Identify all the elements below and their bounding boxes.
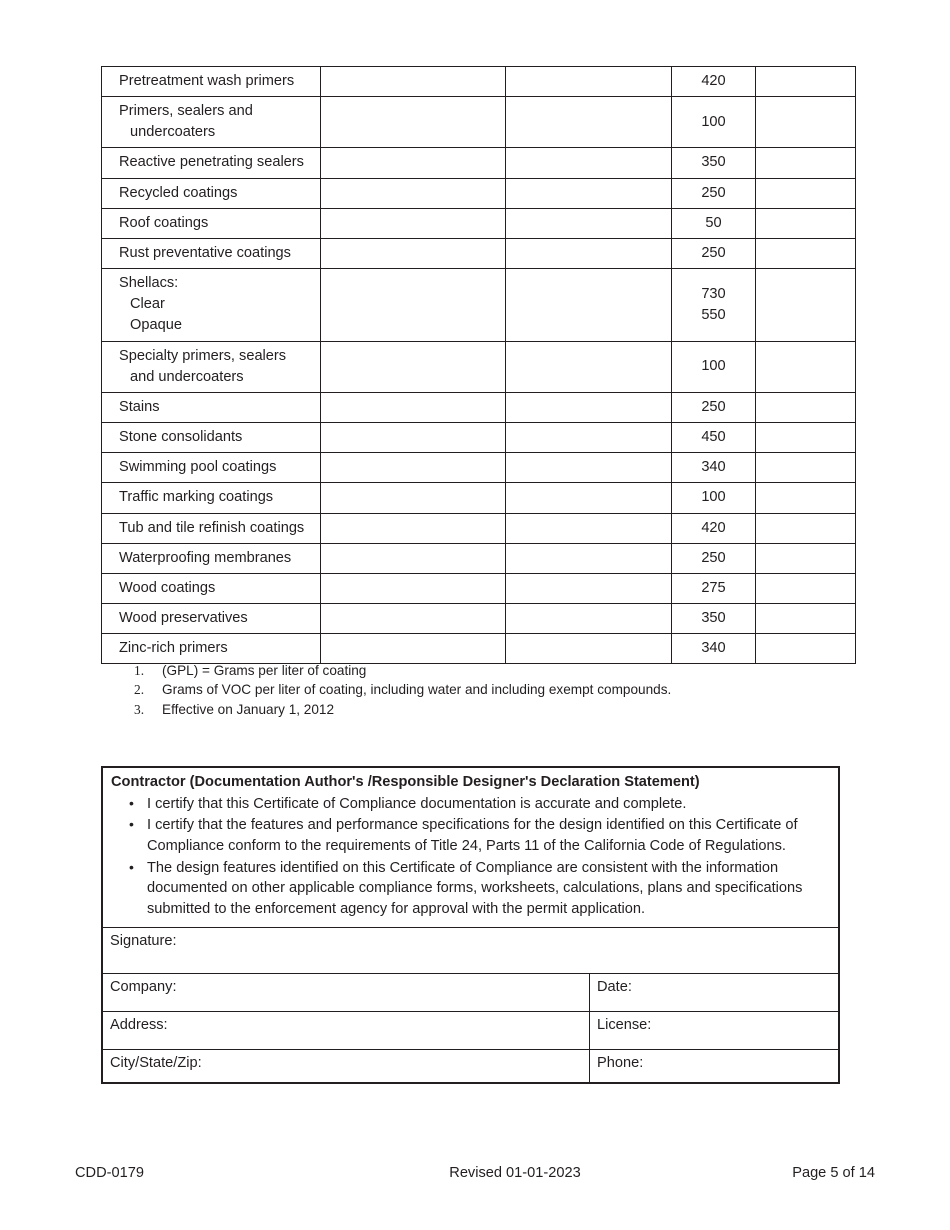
city-state-zip-field[interactable]: City/State/Zip: <box>103 1050 590 1082</box>
footnote-text: Grams of VOC per liter of coating, including water and including exempt compounds. <box>162 682 672 698</box>
footer-form-id: CDD-0179 <box>75 1165 144 1181</box>
coating-category-line: Pretreatment wash primers <box>119 73 295 89</box>
voc-limit-value: 350 <box>701 609 726 626</box>
declaration-bullet-list <box>111 794 830 920</box>
blank-entry-cell[interactable] <box>756 238 856 268</box>
declaration-block <box>101 766 840 1084</box>
voc-limit-value-cell <box>672 543 756 573</box>
declaration-item-text: I certify that this Certificate of Compliance documentation is accurate and complete. <box>147 795 687 812</box>
footnote-number: 2. <box>134 682 145 698</box>
coating-category-cell <box>102 148 321 178</box>
voc-limit-value: 100 <box>701 113 726 130</box>
blank-entry-cell[interactable] <box>506 513 672 543</box>
blank-entry-cell[interactable] <box>321 341 506 392</box>
blank-entry-cell[interactable] <box>506 67 672 97</box>
blank-entry-cell[interactable] <box>321 238 506 268</box>
blank-entry-cell[interactable] <box>321 543 506 573</box>
coating-category-cell <box>102 513 321 543</box>
table-row <box>102 178 856 208</box>
blank-entry-cell[interactable] <box>756 543 856 573</box>
coating-category-line: undercoaters <box>130 124 216 141</box>
table-row <box>102 269 856 341</box>
blank-entry-cell[interactable] <box>321 269 506 341</box>
declaration-item <box>111 815 830 856</box>
coating-category-line: Rust preventative coatings <box>119 244 291 261</box>
bullet-icon: • <box>129 858 134 875</box>
coating-category-line: Traffic marking coatings <box>119 489 274 506</box>
blank-entry-cell[interactable] <box>506 97 672 148</box>
voc-limit-value-cell <box>672 67 756 97</box>
table-row <box>102 67 856 97</box>
voc-limit-value-cell <box>672 238 756 268</box>
blank-entry-cell[interactable] <box>506 483 672 513</box>
blank-entry-cell[interactable] <box>506 148 672 178</box>
voc-limit-value-cell <box>672 392 756 422</box>
voc-limit-value: 350 <box>701 154 726 171</box>
coating-category-cell <box>102 603 321 633</box>
date-field[interactable]: Date: <box>597 978 632 995</box>
voc-limit-value: 450 <box>701 429 726 446</box>
footer-revision: Revised 01-01-2023 <box>449 1165 581 1181</box>
blank-entry-cell[interactable] <box>756 603 856 633</box>
voc-limit-value-cell <box>672 97 756 148</box>
voc-limit-value-cell <box>672 208 756 238</box>
voc-limit-value-cell <box>672 634 756 664</box>
coating-category-cell <box>102 483 321 513</box>
voc-limit-value: 250 <box>701 549 726 566</box>
company-field[interactable]: Company: <box>103 974 590 1011</box>
blank-entry-cell[interactable] <box>321 483 506 513</box>
footnote-text: Effective on January 1, 2012 <box>162 701 335 717</box>
voc-limit-value-cell <box>672 603 756 633</box>
company-date-row <box>103 974 838 1012</box>
coating-category-line: Waterproofing membranes <box>119 549 292 566</box>
blank-entry-cell[interactable] <box>506 341 672 392</box>
coating-category-line: Shellacs: <box>119 275 179 292</box>
blank-entry-cell[interactable] <box>756 148 856 178</box>
blank-entry-cell[interactable] <box>506 634 672 664</box>
blank-entry-cell[interactable] <box>756 453 856 483</box>
footnote-number: 1. <box>134 663 145 678</box>
voc-limit-value: 420 <box>701 73 726 89</box>
coating-category-line: Opaque <box>130 317 182 334</box>
address-license-row <box>103 1012 838 1050</box>
coating-category-cell <box>102 573 321 603</box>
blank-entry-cell[interactable] <box>506 453 672 483</box>
voc-limit-value: 100 <box>701 358 726 375</box>
coating-category-line: and undercoaters <box>130 368 244 385</box>
declaration-title: Contractor (Documentation Author's /Responsible Designer's Declaration Statement) <box>111 774 700 790</box>
coating-category-line: Wood preservatives <box>119 609 248 626</box>
blank-entry-cell[interactable] <box>321 573 506 603</box>
table-row <box>102 208 856 238</box>
bullet-icon: • <box>129 794 134 811</box>
footnotes-list <box>134 661 834 719</box>
voc-limit-value-cell <box>672 513 756 543</box>
blank-entry-cell[interactable] <box>756 392 856 422</box>
footnote-item <box>134 700 834 719</box>
table-row <box>102 483 856 513</box>
blank-entry-cell[interactable] <box>756 208 856 238</box>
coating-category-cell <box>102 208 321 238</box>
footnote-item <box>134 680 834 699</box>
coating-category-cell <box>102 269 321 341</box>
declaration-statement <box>103 768 838 928</box>
blank-entry-cell[interactable] <box>321 178 506 208</box>
coating-category-line: Recycled coatings <box>119 184 238 201</box>
table-row <box>102 603 856 633</box>
coating-category-line: Stains <box>119 398 160 415</box>
blank-entry-cell[interactable] <box>756 178 856 208</box>
blank-entry-cell[interactable] <box>756 573 856 603</box>
blank-entry-cell[interactable] <box>506 178 672 208</box>
voc-limit-value-cell <box>672 269 756 341</box>
table-row <box>102 341 856 392</box>
voc-limit-value: 730 <box>701 285 726 302</box>
coating-category-line: Clear <box>130 296 165 313</box>
coating-category-line: Zinc-rich primers <box>119 640 228 657</box>
voc-limit-value: 275 <box>701 579 726 596</box>
blank-entry-cell[interactable] <box>321 208 506 238</box>
table-row <box>102 543 856 573</box>
voc-limit-value-cell <box>672 178 756 208</box>
coating-category-cell <box>102 543 321 573</box>
footnote-text: (GPL) = Grams per liter of coating <box>162 663 367 678</box>
voc-limit-value: 340 <box>701 640 726 657</box>
address-field[interactable]: Address: <box>103 1012 590 1049</box>
table-row <box>102 148 856 178</box>
declaration-item <box>111 858 830 920</box>
blank-entry-cell[interactable] <box>756 634 856 664</box>
blank-entry-cell[interactable] <box>756 423 856 453</box>
voc-limits-table <box>101 66 856 664</box>
blank-entry-cell[interactable] <box>756 97 856 148</box>
table-row <box>102 573 856 603</box>
table-row <box>102 97 856 148</box>
coating-category-line: Primers, sealers and <box>119 103 253 120</box>
table-row <box>102 423 856 453</box>
table-row <box>102 513 856 543</box>
footer-page-number: Page 5 of 14 <box>792 1165 875 1181</box>
blank-entry-cell[interactable] <box>321 634 506 664</box>
coating-category-cell <box>102 634 321 664</box>
blank-entry-cell[interactable] <box>506 269 672 341</box>
voc-table-body <box>102 67 856 664</box>
blank-entry-cell[interactable] <box>321 603 506 633</box>
coating-category-line: Reactive penetrating sealers <box>119 154 304 171</box>
coating-category-cell <box>102 67 321 97</box>
signature-row <box>103 928 838 974</box>
blank-entry-cell[interactable] <box>506 603 672 633</box>
declaration-item-text: I certify that the features and performance specifications for the design identified on this Certificate of Compliance conform to the requirements of Title 24, Parts 11 of the California Code of Regulations. <box>147 817 798 854</box>
table-row <box>102 238 856 268</box>
license-field[interactable]: License: <box>597 1016 652 1033</box>
blank-entry-cell[interactable] <box>321 453 506 483</box>
phone-field[interactable]: Phone: <box>597 1054 644 1071</box>
voc-limit-value: 50 <box>705 214 722 231</box>
blank-entry-cell[interactable] <box>506 392 672 422</box>
voc-limit-value-cell <box>672 423 756 453</box>
footnote-number: 3. <box>134 701 145 717</box>
city-phone-row <box>103 1050 838 1082</box>
blank-entry-cell[interactable] <box>321 392 506 422</box>
voc-limit-value-cell <box>672 483 756 513</box>
coating-category-cell <box>102 178 321 208</box>
blank-entry-cell[interactable] <box>756 341 856 392</box>
table-row <box>102 453 856 483</box>
table-row <box>102 392 856 422</box>
coating-category-line: Stone consolidants <box>119 429 243 446</box>
footnote-item <box>134 661 834 680</box>
voc-limit-value-cell <box>672 453 756 483</box>
bullet-icon: • <box>129 816 134 833</box>
blank-entry-cell[interactable] <box>321 513 506 543</box>
blank-entry-cell[interactable] <box>321 97 506 148</box>
coating-category-cell <box>102 341 321 392</box>
blank-entry-cell[interactable] <box>506 238 672 268</box>
blank-entry-cell[interactable] <box>506 543 672 573</box>
blank-entry-cell[interactable] <box>321 423 506 453</box>
coating-category-cell <box>102 392 321 422</box>
declaration-item <box>111 794 830 815</box>
table-row <box>102 634 856 664</box>
voc-limit-value: 420 <box>701 519 726 536</box>
coating-category-line: Roof coatings <box>119 214 209 231</box>
voc-limit-value: 250 <box>701 244 726 261</box>
coating-category-cell <box>102 423 321 453</box>
voc-limit-value: 100 <box>701 489 726 506</box>
coating-category-cell <box>102 453 321 483</box>
voc-limit-value-cell <box>672 341 756 392</box>
voc-limit-value: 550 <box>701 306 726 323</box>
voc-limit-value-cell <box>672 148 756 178</box>
voc-limit-value-cell <box>672 573 756 603</box>
voc-limit-value: 250 <box>701 184 726 201</box>
blank-entry-cell[interactable] <box>756 513 856 543</box>
blank-entry-cell[interactable] <box>506 208 672 238</box>
page-footer <box>75 1165 875 1181</box>
coating-category-line: Swimming pool coatings <box>119 459 277 476</box>
blank-entry-cell[interactable] <box>506 423 672 453</box>
signature-field[interactable]: Signature: <box>110 932 177 949</box>
coating-category-cell <box>102 238 321 268</box>
blank-entry-cell[interactable] <box>756 269 856 341</box>
coating-category-line: Specialty primers, sealers <box>119 347 287 364</box>
coating-category-cell <box>102 97 321 148</box>
voc-limit-value: 250 <box>701 398 726 415</box>
coating-category-line: Wood coatings <box>119 579 216 596</box>
blank-entry-cell[interactable] <box>756 483 856 513</box>
blank-entry-cell[interactable] <box>506 573 672 603</box>
blank-entry-cell[interactable] <box>321 67 506 97</box>
declaration-item-text: The design features identified on this Certificate of Compliance are consistent with the information documented on other applicable compliance forms, worksheets, calculations, plans and specifications submitted to the enforcement agency for approval with the permit application. <box>147 859 803 918</box>
blank-entry-cell[interactable] <box>756 67 856 97</box>
blank-entry-cell[interactable] <box>321 148 506 178</box>
voc-limit-value: 340 <box>701 459 726 476</box>
coating-category-line: Tub and tile refinish coatings <box>119 519 305 536</box>
